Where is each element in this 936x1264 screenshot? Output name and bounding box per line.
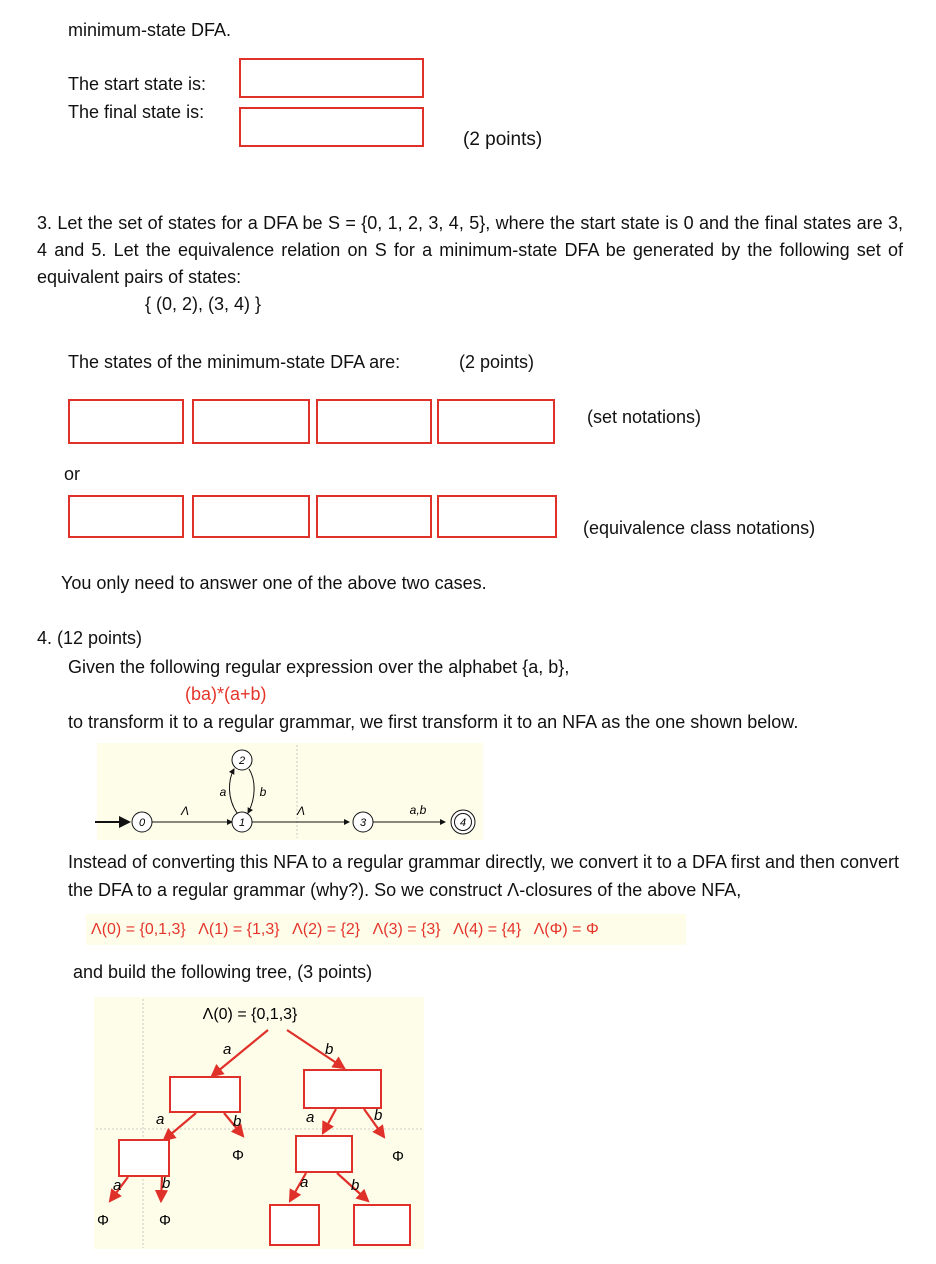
- tree-label-ba: a: [306, 1109, 315, 1126]
- tree-edge-a-a: [164, 1113, 196, 1140]
- q3-points: (2 points): [459, 352, 535, 372]
- tree-box-a[interactable]: [170, 1077, 240, 1112]
- nfa-state-label-4: 4: [459, 817, 467, 829]
- q4-heading: 4. (12 points): [37, 628, 143, 648]
- tree-empty-ab: Φ: [232, 1147, 244, 1164]
- q4-explanation: Instead of converting this NFA to a regular grammar directly, we convert it to a DFA first and then convert the DFA to a regular grammar (why?). So we construct Λ-closures of the above NFA,: [68, 852, 900, 900]
- tree-empty-bb: Φ: [392, 1148, 404, 1165]
- nfa-state-label-2: 2: [238, 755, 246, 767]
- q2-heading-tail: minimum-state DFA.: [68, 20, 232, 40]
- tree-root: Λ(0) = {0,1,3}: [202, 1006, 298, 1023]
- tree-box-bab[interactable]: [354, 1205, 410, 1245]
- tree-label-aa: a: [156, 1111, 165, 1128]
- q3-text: 3. Let the set of states for a DFA be S = {0, 1, 2, 3, 4, 5}, where the start state is 0 and the final states are 3, 4 and 5. Let the equivalence relation on S for a minimum-state DFA be generated by the following set of equivalent pairs of states:: [37, 213, 903, 287]
- q4-build-text: and build the following tree, (3 points): [73, 962, 373, 982]
- tree-box-ba[interactable]: [296, 1136, 352, 1172]
- tree-box-b[interactable]: [304, 1070, 381, 1108]
- tree-empty-aaa: Φ: [97, 1212, 109, 1229]
- tree-label-bb: b: [374, 1107, 383, 1124]
- nfa-state-label-1: 1: [238, 817, 246, 829]
- start-state-label: The start state is:: [68, 74, 207, 94]
- tree-edge-root-b: [287, 1030, 344, 1068]
- q3-instruction: You only need to answer one of the above two cases.: [61, 573, 487, 593]
- q4-given: Given the following regular expression over the alphabet {a, b},: [68, 657, 570, 677]
- tree-box-baa[interactable]: [270, 1205, 319, 1245]
- nfa-state-label-0: 0: [138, 817, 146, 829]
- tree-label-baa: a: [300, 1174, 309, 1191]
- tree-empty-aab: Φ: [159, 1212, 171, 1229]
- or-label: or: [64, 464, 81, 484]
- regular-expression: (ba)*(a+b): [185, 684, 267, 704]
- final-state-label: The final state is:: [68, 102, 205, 122]
- tree-label-aab: b: [162, 1175, 171, 1192]
- set-notation-note: (set notations): [587, 407, 702, 427]
- tree-label-aaa: a: [113, 1177, 122, 1194]
- nfa-label-3-4: a,b: [409, 803, 427, 817]
- tree-label-bab: b: [351, 1177, 360, 1194]
- tree-label-ab: b: [233, 1113, 242, 1130]
- nfa-label-1-2: a: [219, 785, 227, 799]
- tree-label-root-b: b: [325, 1041, 334, 1058]
- tree-box-aa[interactable]: [119, 1140, 169, 1176]
- nfa-state-label-3: 3: [359, 817, 367, 829]
- lambda-closures: Λ(0) = {0,1,3} Λ(1) = {1,3} Λ(2) = {2} Λ(3) = {3} Λ(4) = {4} Λ(Φ) = Φ: [91, 921, 599, 938]
- class-notation-note: (equivalence class notations): [583, 518, 816, 538]
- nfa-label-2-1: b: [259, 785, 267, 799]
- q2-points: (2 points): [463, 129, 543, 150]
- tree-label-root-a: a: [223, 1041, 232, 1058]
- nfa-label-1-3: Λ: [296, 804, 306, 818]
- q3-states-label: The states of the minimum-state DFA are:: [68, 352, 401, 372]
- q4-transform-text: to transform it to a regular grammar, we first transform it to an NFA as the one shown below.: [68, 712, 799, 732]
- q3-equivalent-pairs: { (0, 2), (3, 4) }: [145, 294, 262, 314]
- tree-edge-root-a: [212, 1030, 268, 1076]
- nfa-label-0-1: Λ: [180, 804, 190, 818]
